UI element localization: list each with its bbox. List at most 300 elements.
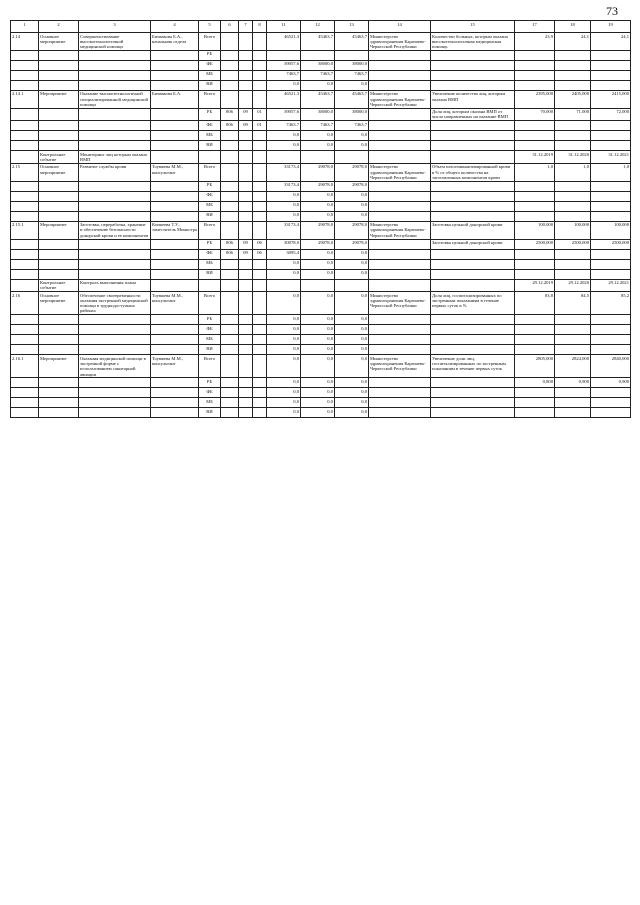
table-row xyxy=(11,181,631,191)
table-cell-c18 xyxy=(555,315,591,325)
table-cell-c19 xyxy=(591,325,631,335)
table-cell-c6 xyxy=(221,269,239,279)
table-cell-c11: 0,0 xyxy=(267,398,301,408)
table-cell-c2 xyxy=(39,131,79,141)
table-cell-c8 xyxy=(253,33,267,51)
table-cell-c3 xyxy=(79,50,151,60)
table-cell-c12: 29078,0 xyxy=(301,181,335,191)
table-cell-c11: 33173,4 xyxy=(267,163,301,181)
table-cell-c5: ВИ xyxy=(199,141,221,151)
table-cell-c11: 0,0 xyxy=(267,355,301,378)
table-cell-c19 xyxy=(591,345,631,355)
table-cell-c15 xyxy=(431,121,515,131)
table-cell-c5: Всего xyxy=(199,355,221,378)
page-number: 73 xyxy=(606,4,618,18)
table-cell-c19: 1,0 xyxy=(591,163,631,181)
table-cell-c12: 0,0 xyxy=(301,211,335,221)
table-cell-c12 xyxy=(301,50,335,60)
table-cell-c11: 0,0 xyxy=(267,269,301,279)
col-header: 3 xyxy=(79,21,151,33)
table-cell-c8 xyxy=(253,292,267,315)
table-cell-c5: Всего xyxy=(199,221,221,239)
table-cell-c6 xyxy=(221,151,239,164)
table-cell-c17 xyxy=(515,408,555,418)
table-cell-c7 xyxy=(239,388,253,398)
table-cell-c1: 2.14.1 xyxy=(11,90,39,108)
table-cell-c18 xyxy=(555,408,591,418)
table-cell-c19 xyxy=(591,259,631,269)
table-cell-c5: ФБ xyxy=(199,388,221,398)
table-cell-c6 xyxy=(221,398,239,408)
table-cell-c19: 2840,000 xyxy=(591,355,631,378)
table-cell-c6: 806 xyxy=(221,249,239,259)
table-cell-c12: 0,0 xyxy=(301,378,335,388)
table-cell-c11: 0,0 xyxy=(267,292,301,315)
table-cell-c18 xyxy=(555,398,591,408)
table-cell-c19 xyxy=(591,249,631,259)
table-cell-c15 xyxy=(431,378,515,388)
table-cell-c5: ФБ xyxy=(199,249,221,259)
table-cell-c18: 2824,000 xyxy=(555,355,591,378)
table-row xyxy=(11,398,631,408)
table-cell-c15 xyxy=(431,141,515,151)
table-cell-c5: ВИ xyxy=(199,269,221,279)
table-row xyxy=(11,33,631,51)
table-cell-c2: Мероприятие xyxy=(39,221,79,239)
table-cell-c2 xyxy=(39,60,79,70)
table-cell-c7 xyxy=(239,221,253,239)
table-cell-c13: 29078,0 xyxy=(335,239,369,249)
table-cell-c17 xyxy=(515,191,555,201)
table-cell-c3: Развитие службы крови xyxy=(79,163,151,181)
table-cell-c5: РБ xyxy=(199,315,221,325)
table-cell-c5: МБ xyxy=(199,259,221,269)
table-cell-c7: 09 xyxy=(239,108,253,121)
table-cell-c19 xyxy=(591,315,631,325)
table-cell-c3 xyxy=(79,121,151,131)
table-cell-c2 xyxy=(39,121,79,131)
table-cell-c14 xyxy=(369,181,431,191)
table-cell-c2 xyxy=(39,259,79,269)
table-cell-c19: 85,2 xyxy=(591,292,631,315)
table-cell-c8 xyxy=(253,131,267,141)
table-cell-c1 xyxy=(11,70,39,80)
table-cell-c7 xyxy=(239,259,253,269)
table-cell-c7 xyxy=(239,355,253,378)
table-cell-c4 xyxy=(151,181,199,191)
table-cell-c6 xyxy=(221,325,239,335)
table-cell-c8 xyxy=(253,90,267,108)
table-row xyxy=(11,50,631,60)
table-cell-c12: 7463,7 xyxy=(301,70,335,80)
table-cell-c12 xyxy=(301,151,335,164)
table-cell-c7 xyxy=(239,163,253,181)
table-row xyxy=(11,163,631,181)
table-cell-c18 xyxy=(555,211,591,221)
table-cell-c14 xyxy=(369,259,431,269)
table-cell-c15 xyxy=(431,269,515,279)
table-cell-c18 xyxy=(555,50,591,60)
table-cell-c7: 09 xyxy=(239,121,253,131)
table-cell-c11: 0,0 xyxy=(267,259,301,269)
header-row xyxy=(11,21,631,33)
table-cell-c6 xyxy=(221,355,239,378)
table-row xyxy=(11,80,631,90)
table-cell-c13: 29078,0 xyxy=(335,163,369,181)
table-cell-c5 xyxy=(199,151,221,164)
table-cell-c18 xyxy=(555,60,591,70)
table-cell-c15 xyxy=(431,408,515,418)
table-cell-c12: 0,0 xyxy=(301,191,335,201)
table-cell-c19: 2415,000 xyxy=(591,90,631,108)
table-cell-c12: 0,0 xyxy=(301,325,335,335)
table-cell-c4: Тоувжева М.М., консультант xyxy=(151,355,199,378)
table-cell-c17: 2805,000 xyxy=(515,355,555,378)
table-cell-c14 xyxy=(369,378,431,388)
table-cell-c6 xyxy=(221,388,239,398)
table-cell-c17 xyxy=(515,398,555,408)
table-cell-c5: Всего xyxy=(199,33,221,51)
table-cell-c8 xyxy=(253,279,267,292)
table-cell-c12: 0,0 xyxy=(301,269,335,279)
table-cell-c13: 0,0 xyxy=(335,191,369,201)
table-cell-c5: ВИ xyxy=(199,80,221,90)
table-cell-c15: Увеличение количества лиц, которым оказана ВМП xyxy=(431,90,515,108)
table-cell-c8: 01 xyxy=(253,108,267,121)
table-row xyxy=(11,108,631,121)
table-cell-c2 xyxy=(39,108,79,121)
table-cell-c11: 0,0 xyxy=(267,211,301,221)
table-cell-c15: Заготовка цельной донорской крови xyxy=(431,221,515,239)
table-cell-c8: 06 xyxy=(253,249,267,259)
table-cell-c12: 0,0 xyxy=(301,141,335,151)
table-cell-c17 xyxy=(515,269,555,279)
table-row xyxy=(11,378,631,388)
table-cell-c8 xyxy=(253,388,267,398)
table-cell-c19: 24,1 xyxy=(591,33,631,51)
table-cell-c7 xyxy=(239,80,253,90)
table-cell-c12: 0,0 xyxy=(301,388,335,398)
table-cell-c4 xyxy=(151,151,199,164)
table-cell-c7 xyxy=(239,50,253,60)
table-cell-c13: 38000,0 xyxy=(335,108,369,121)
table-cell-c13: 45463,7 xyxy=(335,90,369,108)
table-cell-c12: 38000,0 xyxy=(301,108,335,121)
table-cell-c18 xyxy=(555,141,591,151)
table-cell-c15 xyxy=(431,211,515,221)
table-cell-c12: 0,0 xyxy=(301,335,335,345)
table-cell-c3 xyxy=(79,398,151,408)
table-cell-c17: 1,0 xyxy=(515,163,555,181)
table-cell-c13: 0,0 xyxy=(335,211,369,221)
table-cell-c2: Основное мероприятие xyxy=(39,163,79,181)
table-cell-c19 xyxy=(591,141,631,151)
table-cell-c19: 31.12.2021 xyxy=(591,151,631,164)
table-cell-c6: 806 xyxy=(221,239,239,249)
table-cell-c5: ВИ xyxy=(199,408,221,418)
col-header: 7 xyxy=(239,21,253,33)
table-cell-c8 xyxy=(253,315,267,325)
table-cell-c4: Тоувжева М.М., консультант xyxy=(151,163,199,181)
table-cell-c13: 0,0 xyxy=(335,325,369,335)
table-cell-c3 xyxy=(79,259,151,269)
table-cell-c8 xyxy=(253,151,267,164)
table-cell-c11: 7463,7 xyxy=(267,121,301,131)
table-cell-c12: 0,0 xyxy=(301,80,335,90)
table-cell-c18 xyxy=(555,191,591,201)
table-cell-c18: 100,000 xyxy=(555,221,591,239)
table-cell-c4: Кипкеева Т.У., заместитель Министра xyxy=(151,221,199,239)
table-cell-c18: 29.12.2020 xyxy=(555,279,591,292)
table-cell-c1 xyxy=(11,239,39,249)
table-cell-c15: Количество больных, которым оказана высокотехнологичная медицинская помощь xyxy=(431,33,515,51)
table-cell-c8 xyxy=(253,345,267,355)
table-cell-c17 xyxy=(515,141,555,151)
table-cell-c13: 0,0 xyxy=(335,335,369,345)
table-cell-c17 xyxy=(515,388,555,398)
table-cell-c19: 72,000 xyxy=(591,108,631,121)
table-cell-c17 xyxy=(515,50,555,60)
table-cell-c8: 06 xyxy=(253,239,267,249)
table-cell-c4 xyxy=(151,60,199,70)
table-cell-c5: Всего xyxy=(199,90,221,108)
table-cell-c18: 84,5 xyxy=(555,292,591,315)
table-cell-c3 xyxy=(79,70,151,80)
table-cell-c6 xyxy=(221,60,239,70)
table-cell-c4 xyxy=(151,191,199,201)
table-row xyxy=(11,408,631,418)
table-cell-c11: 0,0 xyxy=(267,141,301,151)
table-cell-c7 xyxy=(239,181,253,191)
table-cell-c8 xyxy=(253,191,267,201)
table-cell-c5: МБ xyxy=(199,398,221,408)
table-cell-c14 xyxy=(369,191,431,201)
table-cell-c1 xyxy=(11,279,39,292)
table-cell-c6 xyxy=(221,50,239,60)
table-cell-c3 xyxy=(79,239,151,249)
table-cell-c5: Всего xyxy=(199,292,221,315)
table-cell-c6 xyxy=(221,408,239,418)
table-cell-c8 xyxy=(253,50,267,60)
table-cell-c2 xyxy=(39,315,79,325)
table-cell-c14 xyxy=(369,211,431,221)
table-cell-c5: Всего xyxy=(199,163,221,181)
table-cell-c6 xyxy=(221,345,239,355)
table-cell-c3 xyxy=(79,345,151,355)
table-cell-c1 xyxy=(11,181,39,191)
table-cell-c7 xyxy=(239,315,253,325)
table-cell-c6 xyxy=(221,259,239,269)
table-cell-c4: Бичвакова Б.А. xyxy=(151,90,199,108)
table-cell-c3: Оказание высокотехнологичной специализированной медицинской помощи xyxy=(79,90,151,108)
table-cell-c6 xyxy=(221,201,239,211)
table-cell-c13: 45463,7 xyxy=(335,33,369,51)
table-cell-c5: МБ xyxy=(199,201,221,211)
table-cell-c5: ФБ xyxy=(199,121,221,131)
table-cell-c13: 0,0 xyxy=(335,201,369,211)
table-cell-c13: 0,0 xyxy=(335,269,369,279)
table-cell-c2: Мероприятие xyxy=(39,90,79,108)
table-cell-c19 xyxy=(591,191,631,201)
table-cell-c17 xyxy=(515,60,555,70)
table-cell-c1 xyxy=(11,191,39,201)
table-cell-c4 xyxy=(151,131,199,141)
table-cell-c5: МБ xyxy=(199,131,221,141)
table-cell-c14 xyxy=(369,131,431,141)
table-cell-c2 xyxy=(39,201,79,211)
table-cell-c15 xyxy=(431,325,515,335)
table-cell-c1 xyxy=(11,345,39,355)
table-cell-c3: Обеспечение своевременности оказания экстренной медицинской помощи в труднодоступных районах xyxy=(79,292,151,315)
table-cell-c7 xyxy=(239,269,253,279)
table-cell-c17 xyxy=(515,259,555,269)
table-cell-c17 xyxy=(515,121,555,131)
table-cell-c2 xyxy=(39,408,79,418)
table-cell-c12: 0,0 xyxy=(301,398,335,408)
table-cell-c6 xyxy=(221,163,239,181)
table-cell-c3 xyxy=(79,249,151,259)
col-header: 2 xyxy=(39,21,79,33)
table-cell-c13: 0,0 xyxy=(335,345,369,355)
table-row xyxy=(11,315,631,325)
table-cell-c19 xyxy=(591,70,631,80)
table-cell-c17: 29.12.2019 xyxy=(515,279,555,292)
table-cell-c17 xyxy=(515,70,555,80)
table-cell-c7 xyxy=(239,201,253,211)
table-cell-c12 xyxy=(301,279,335,292)
table-cell-c12: 0,0 xyxy=(301,259,335,269)
col-header: 4 xyxy=(151,21,199,33)
table-cell-c3: Заготовка, переработка, хранение и обеспечение безопасности донорской крови и ее компонентов xyxy=(79,221,151,239)
table-cell-c14: Министерство здравоохранения Карачаево-Черкесской Республики xyxy=(369,221,431,239)
table-cell-c8 xyxy=(253,163,267,181)
table-cell-c2 xyxy=(39,388,79,398)
table-cell-c4 xyxy=(151,345,199,355)
table-cell-c1 xyxy=(11,108,39,121)
table-cell-c8 xyxy=(253,408,267,418)
table-cell-c19 xyxy=(591,50,631,60)
table-cell-c14 xyxy=(369,269,431,279)
table-cell-c3 xyxy=(79,388,151,398)
table-cell-c5: ВИ xyxy=(199,211,221,221)
table-cell-c18 xyxy=(555,388,591,398)
table-cell-c19 xyxy=(591,201,631,211)
table-cell-c1 xyxy=(11,378,39,388)
table-cell-c4 xyxy=(151,80,199,90)
table-cell-c14: Министерство здравоохранения Карачаево-Черкесской Республики xyxy=(369,355,431,378)
table-cell-c6 xyxy=(221,315,239,325)
table-cell-c6 xyxy=(221,221,239,239)
table-cell-c17 xyxy=(515,80,555,90)
table-cell-c15: Увеличение доли лиц, госпитализированных по экстренным показаниям в течение первых суток xyxy=(431,355,515,378)
table-cell-c2: Основное мероприятие xyxy=(39,33,79,51)
table-cell-c19 xyxy=(591,60,631,70)
table-cell-c2: Мероприятие xyxy=(39,355,79,378)
col-header: 12 xyxy=(301,21,335,33)
table-cell-c4: Тоувжева М.М., консультант xyxy=(151,292,199,315)
table-cell-c11: 3095,4 xyxy=(267,249,301,259)
table-cell-c8 xyxy=(253,181,267,191)
table-cell-c4 xyxy=(151,141,199,151)
table-cell-c8: 01 xyxy=(253,121,267,131)
table-cell-c3 xyxy=(79,108,151,121)
table-cell-c8 xyxy=(253,221,267,239)
table-row xyxy=(11,201,631,211)
table-cell-c3 xyxy=(79,269,151,279)
table-cell-c14 xyxy=(369,408,431,418)
table-cell-c18: 1,0 xyxy=(555,163,591,181)
table-cell-c19 xyxy=(591,335,631,345)
table-cell-c5: ФБ xyxy=(199,325,221,335)
table-cell-c13: 0,0 xyxy=(335,249,369,259)
table-cell-c13: 7463,7 xyxy=(335,70,369,80)
table-cell-c4 xyxy=(151,269,199,279)
table-cell-c15 xyxy=(431,191,515,201)
table-cell-c18 xyxy=(555,121,591,131)
table-cell-c11: 0,0 xyxy=(267,345,301,355)
table-cell-c17 xyxy=(515,181,555,191)
table-row xyxy=(11,131,631,141)
table-cell-c6 xyxy=(221,80,239,90)
table-cell-c1 xyxy=(11,249,39,259)
table-cell-c3 xyxy=(79,378,151,388)
table-cell-c11: 0,0 xyxy=(267,191,301,201)
table-cell-c6 xyxy=(221,33,239,51)
table-cell-c11: 7463,7 xyxy=(267,70,301,80)
table-cell-c4 xyxy=(151,121,199,131)
table-row xyxy=(11,90,631,108)
table-cell-c7 xyxy=(239,408,253,418)
table-cell-c5 xyxy=(199,279,221,292)
table-cell-c19: 0,900 xyxy=(591,378,631,388)
table-cell-c1 xyxy=(11,131,39,141)
col-header: 17 xyxy=(515,21,555,33)
table-cell-c18 xyxy=(555,131,591,141)
table-cell-c17: 0,800 xyxy=(515,378,555,388)
table-cell-c19: 2500,000 xyxy=(591,239,631,249)
table-row xyxy=(11,60,631,70)
table-cell-c18: 31.12.2020 xyxy=(555,151,591,164)
table-cell-c4 xyxy=(151,249,199,259)
table-cell-c4 xyxy=(151,398,199,408)
table-cell-c4 xyxy=(151,315,199,325)
table-cell-c14: Министерство здравоохранения Карачаево-Черкесской Республики xyxy=(369,292,431,315)
table-row xyxy=(11,259,631,269)
table-row xyxy=(11,279,631,292)
table-cell-c14 xyxy=(369,70,431,80)
table-cell-c15: Доля лиц, которым оказана ВМП от числа направленных на оказание ВМП xyxy=(431,108,515,121)
table-cell-c15: Доля лиц, госпитализированных по экстренным показаниям в течение первых суток в % xyxy=(431,292,515,315)
table-cell-c13: 0,0 xyxy=(335,355,369,378)
col-header: 8 xyxy=(253,21,267,33)
table-cell-c1 xyxy=(11,335,39,345)
table-cell-c7 xyxy=(239,33,253,51)
table-cell-c14 xyxy=(369,279,431,292)
table-cell-c11: 46521,3 xyxy=(267,33,301,51)
table-cell-c6 xyxy=(221,292,239,315)
table-cell-c2 xyxy=(39,378,79,388)
table-cell-c13: 0,0 xyxy=(335,398,369,408)
table-cell-c19 xyxy=(591,269,631,279)
table-cell-c17 xyxy=(515,201,555,211)
table-row xyxy=(11,325,631,335)
table-cell-c1 xyxy=(11,325,39,335)
table-cell-c12: 29078,0 xyxy=(301,239,335,249)
table-cell-c11: 30078,0 xyxy=(267,239,301,249)
table-cell-c8 xyxy=(253,60,267,70)
table-cell-c1 xyxy=(11,211,39,221)
table-cell-c12: 29078,0 xyxy=(301,221,335,239)
